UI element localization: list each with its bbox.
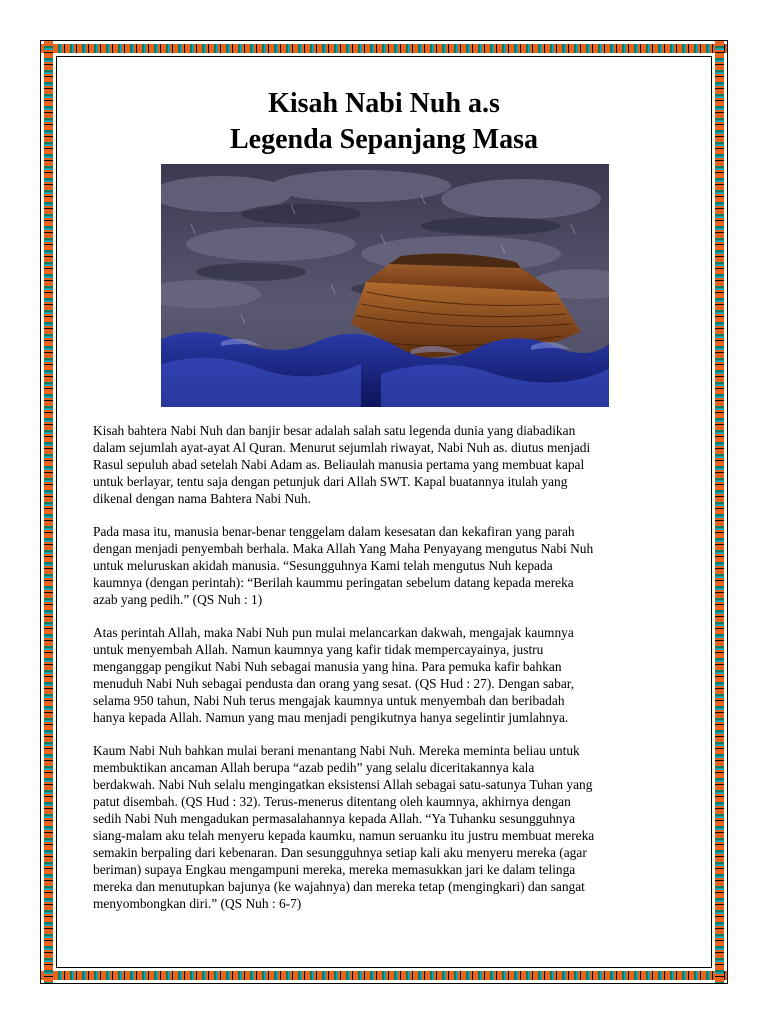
ark-illustration xyxy=(161,164,609,407)
paragraph-4: Kaum Nabi Nuh bahkan mulai berani menantang Nabi Nuh. Mereka meminta beliau untuk membuktikan ancaman Allah berupa “azab pedih” yang selalu diceritakannya kala berdakwah. Nabi Nuh selalu mengingatkan eksistensi Allah sebagai satu-satunya Tuhan yang patut disembah. (QS Hud : 32). Terus-menerus ditentang oleh kaumnya, akhirnya dengan sedih Nabi Nuh mengadukan permasalahannya kepada Allah. “Ya Tuhanku sesungguhnya siang-malam aku telah menyeru kepada kaumku, namun seruanku itu justru membuat mereka semakin berpaling dari kebenaran. Dan sesungguhnya setiap kali aku menyeru mereka (agar beriman) supaya Engkau mengampuni mereka, mereka memasukkan jari ke dalam telinga mereka dan menutupkan bajunya (ke wajahnya) dan mereka tetap (mengingkari) dan sangat menyombongkan diri.” (QS Nuh : 6-7) xyxy=(93,743,595,911)
title-line-2: Legenda Sepanjang Masa xyxy=(229,124,539,155)
paragraph-2: Pada masa itu, manusia benar-benar tenggelam dalam kesesatan dan kekafiran yang parah dengan menjadi penyembah berhala. Maka Allah Yang Maha Penyayang mengutus Nabi Nuh untuk meluruskan akidah manusia. “Sesungguhnya Kami telah mengutus Nuh kepada kaumnya (dengan perintah): “Berilah kaummu peringatan sebelum datang kepada mereka azab yang pedih.” (QS Nuh : 1) xyxy=(93,524,594,607)
page-title xyxy=(0,86,768,158)
article-body xyxy=(93,422,693,928)
decorative-border-left xyxy=(44,41,53,983)
ark-illustration-svg xyxy=(161,164,609,407)
decorative-border-right xyxy=(715,41,724,983)
paragraph-3: Atas perintah Allah, maka Nabi Nuh pun mulai melancarkan dakwah, mengajak kaumnya untuk menyembah Allah. Namun kaumnya yang kafir tidak mempercayainya, justru menganggap pengikut Nabi Nuh sebagai manusia yang hina. Para pemuka kafir bahkan menuduh Nabi Nuh sebagai pendusta dan orang yang sesat. (QS Hud : 27). Dengan sabar, selama 950 tahun, Nabi Nuh terus mengajak kaumnya untuk menyembah dan beribadah hanya kepada Allah. Namun yang mau menjadi pengikutnya hanya segelintir jumlahnya. xyxy=(93,625,575,725)
decorative-border-bottom xyxy=(41,971,727,980)
decorative-border-top xyxy=(41,44,727,53)
title-line-1: Kisah Nabi Nuh a.s xyxy=(268,88,500,119)
paragraph-1: Kisah bahtera Nabi Nuh dan banjir besar adalah salah satu legenda dunia yang diabadikan dalam sejumlah ayat-ayat Al Quran. Menurut sejumlah riwayat, Nabi Nuh as. diutus menjadi Rasul sepuluh abad setelah Nabi Adam as. Beliaulah manusia pertama yang membuat kapal untuk berlayar, tentu saja dengan petunjuk dari Allah SWT. Kapal buatannya itulah yang dikenal dengan nama Bahtera Nabi Nuh. xyxy=(93,423,591,506)
